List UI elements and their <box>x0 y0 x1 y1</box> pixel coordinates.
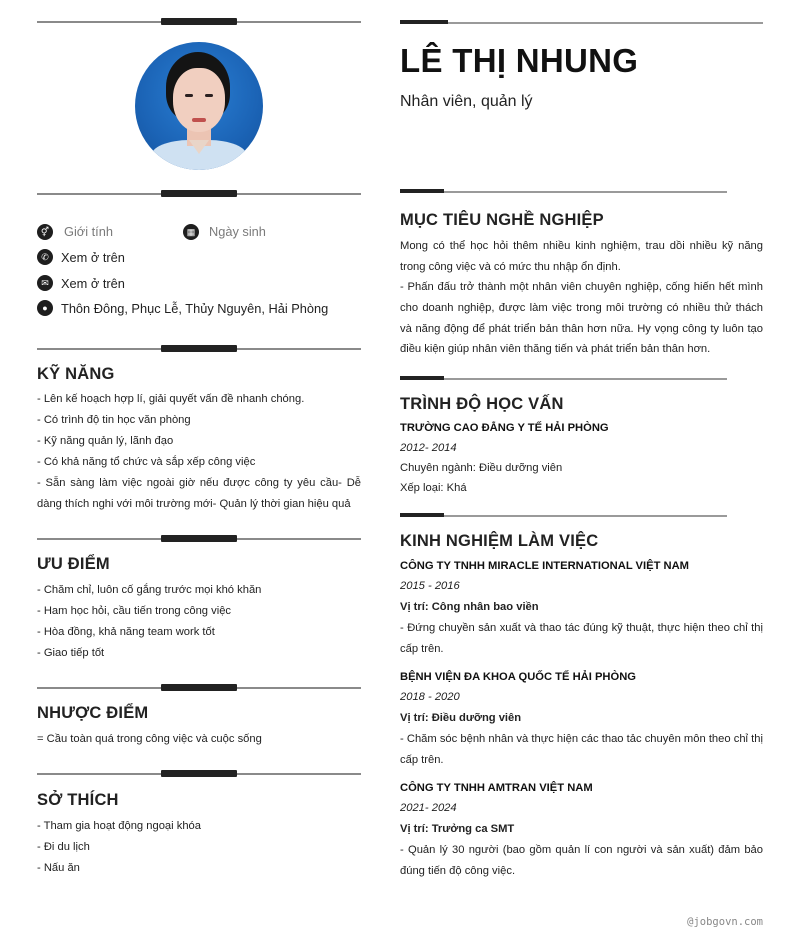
education-title: TRÌNH ĐỘ HỌC VẤN <box>400 395 564 413</box>
gender-icon: ⚥ <box>37 224 53 240</box>
hobbies-list <box>37 816 361 879</box>
divider-hobbies <box>37 770 361 778</box>
experience-job <box>400 778 763 882</box>
phone-value: Xem ở trên <box>61 250 125 265</box>
strengths-title: ƯU ĐIỂM <box>37 555 110 573</box>
experience-job <box>400 667 763 771</box>
objective-text-2: - Phấn đấu trở thành một nhân viên chuyên nghiệp, cống hiến hết mình cho doanh nghiệp, được làm việc trong môi trường có nhiều thử thách và năng động để phát triển bản thân hơn nữa. Hy vọng công ty luôn tạo điều kiện giúp nhân viên thăng tiến và phát triển bản thân hơn. <box>400 281 763 356</box>
list-item: - Chăm chỉ, luôn cố gắng trước mọi khó khăn <box>37 584 262 596</box>
profile-photo <box>135 42 263 170</box>
divider-education <box>400 376 727 382</box>
list-item: - Lên kế hoạch hợp lí, giải quyết vấn đề nhanh chóng. <box>37 393 305 405</box>
email-icon: ✉ <box>37 275 53 291</box>
job-years: 2018 - 2020 <box>400 691 460 703</box>
list-item: = Cầu toàn quá trong công việc và cuộc sống <box>37 733 262 745</box>
location-icon: ● <box>37 300 53 316</box>
email-value: Xem ở trên <box>61 276 125 291</box>
job-description: - Đứng chuyền sản xuất và thao tác đúng kỹ thuật, thực hiện theo chỉ thị cấp trên. <box>400 622 763 655</box>
divider-experience <box>400 513 727 519</box>
gender-label: Giới tính <box>64 224 113 239</box>
weaknesses-list <box>37 729 361 750</box>
hobbies-title: SỞ THÍCH <box>37 791 119 809</box>
job-years: 2021- 2024 <box>400 802 457 814</box>
job-description: - Quản lý 30 người (bao gồm quản lí con người và sản xuất) đảm bảo đúng tiến độ công việc. <box>400 844 763 877</box>
job-company: CÔNG TY TNHH AMTRAN VIỆT NAM <box>400 782 593 794</box>
divider-top-right <box>400 20 763 26</box>
job-company: CÔNG TY TNHH MIRACLE INTERNATIONAL VIỆT NAM <box>400 560 690 572</box>
list-item: - Đi du lịch <box>37 841 90 853</box>
job-description: - Chăm sóc bệnh nhân và thực hiện các thao tảc chuyên môn theo chỉ thị cấp trên. <box>400 733 763 766</box>
education-grade: Xếp loại: Khá <box>400 482 467 494</box>
education-major: Chuyên ngành: Điều dưỡng viên <box>400 462 563 474</box>
divider-weaknesses <box>37 684 361 692</box>
birthday-label: Ngày sinh <box>209 224 266 239</box>
school-name: TRƯỜNG CAO ĐẲNG Y TẾ HẢI PHÒNG <box>400 422 609 434</box>
objective-text: Mong có thể học hỏi thêm nhiều kinh nghiệm, trau dồi nhiều kỹ năng trong công việc và có mức thu nhập ổn định. <box>400 240 763 273</box>
skills-list <box>37 389 361 515</box>
list-item: - Có trình độ tin học văn phòng <box>37 414 191 426</box>
watermark: @jobgovn.com <box>687 916 763 928</box>
list-item: - Ham học hỏi, cầu tiến trong công việc <box>37 605 232 617</box>
strengths-list <box>37 580 361 664</box>
list-item: - Tham gia hoạt động ngoại khóa <box>37 820 201 832</box>
list-item: - Sẵn sàng làm việc ngoài giờ nếu được công ty yêu cầu- Dễ dàng thích nghi với môi trường mới- Quản lý thời gian hiệu quả <box>37 477 361 510</box>
divider-skills <box>37 345 361 353</box>
education-block <box>400 418 763 498</box>
divider-top-left <box>37 18 361 26</box>
job-position: Vị trí: Công nhân bao viền <box>400 601 539 613</box>
list-item: - Nấu ăn <box>37 862 80 874</box>
skills-title: KỸ NĂNG <box>37 365 115 383</box>
experience-job <box>400 556 763 660</box>
job-position: Vị trí: Trưởng ca SMT <box>400 823 515 835</box>
candidate-name: LÊ THỊ NHUNG <box>400 42 639 79</box>
list-item: - Kỹ năng quản lý, lãnh đạo <box>37 435 174 447</box>
candidate-role: Nhân viên, quản lý <box>400 93 533 110</box>
education-years: 2012- 2014 <box>400 442 457 454</box>
objective-title: MỤC TIÊU NGHỀ NGHIỆP <box>400 211 604 229</box>
list-item: - Hòa đồng, khả năng team work tốt <box>37 626 215 638</box>
job-company: BỆNH VIỆN ĐA KHOA QUỐC TẾ HẢI PHÒNG <box>400 671 636 683</box>
job-years: 2015 - 2016 <box>400 580 460 592</box>
list-item: - Giao tiếp tốt <box>37 647 105 659</box>
divider-objective <box>400 189 727 195</box>
job-position: Vị trí: Điều dưỡng viên <box>400 712 522 724</box>
weaknesses-title: NHƯỢC ĐIỂM <box>37 704 149 722</box>
phone-icon: ✆ <box>37 249 53 265</box>
experience-title: KINH NGHIỆM LÀM VIỆC <box>400 532 599 550</box>
list-item: - Có khả năng tổ chức và sắp xếp công việc <box>37 456 256 468</box>
calendar-icon: ▦ <box>183 224 199 240</box>
divider-below-photo <box>37 190 361 198</box>
address-value: Thôn Đông, Phục Lễ, Thủy Nguyên, Hải Phòng <box>61 301 329 316</box>
divider-strengths <box>37 535 361 543</box>
